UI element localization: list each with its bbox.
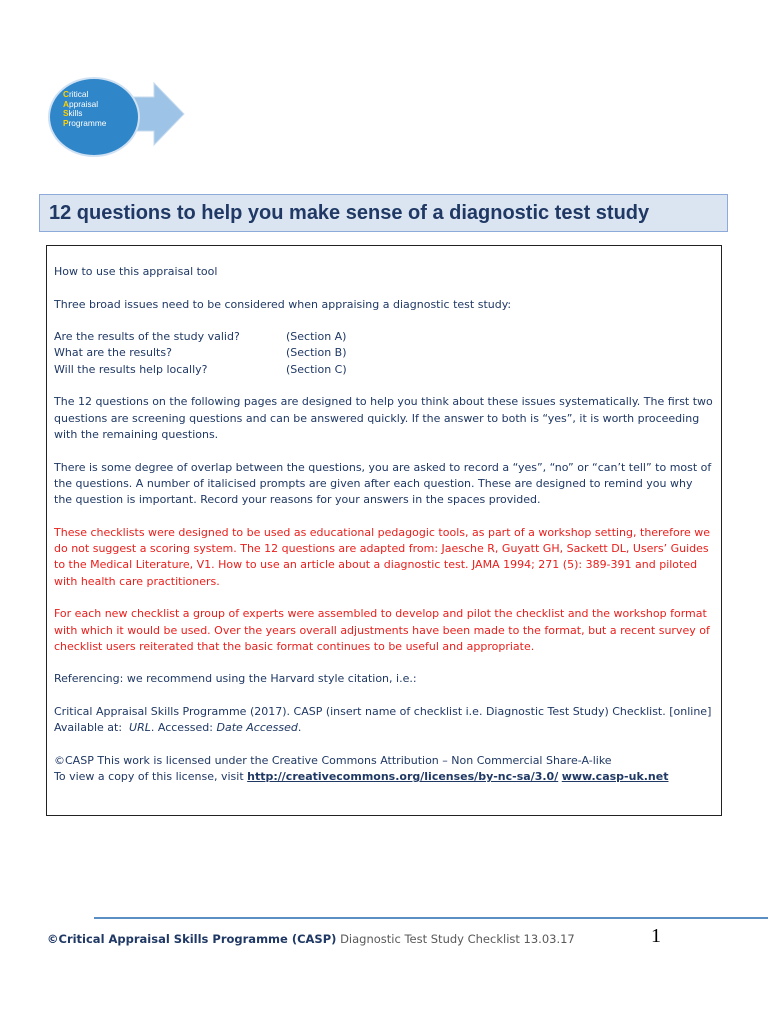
instructions-box [46, 245, 722, 816]
casp-website-link[interactable]: www.casp-uk.net [561, 770, 669, 784]
section-row: What are the results? (Section B) [54, 346, 347, 360]
title-banner [39, 194, 728, 232]
referencing-line: Referencing: we recommend using the Harvard style citation, i.e.: [54, 672, 417, 686]
section-row: Are the results of the study valid? (Section A) [54, 330, 347, 344]
paragraph-experts: For each new checklist a group of experts were assembled to develop and pilot the checklist and the workshop format with which it would be used. Over the years overall adjustments have been made to the format, but a recent survey of checklist users reiterated that the basic format continues to be useful and appropriate. [54, 607, 710, 653]
paragraph-questions: The 12 questions on the following pages are designed to help you think about these issues systematically. The first two questions are screening questions and can be answered quickly. If the answer to both is “yes”, it is worth proceeding with the remaining questions. [54, 395, 713, 441]
section-row: Will the results help locally? (Section C) [54, 362, 347, 376]
footer-divider [94, 917, 768, 919]
casp-logo [44, 76, 189, 156]
footer-org: ©Critical Appraisal Skills Programme (CASP) [47, 932, 337, 946]
intro-paragraph: Three broad issues need to be considered when appraising a diagnostic test study: [54, 297, 512, 311]
footer [47, 932, 575, 946]
citation: Critical Appraisal Skills Programme (2017). CASP (insert name of checklist i.e. Diagnostic Test Study) Checklist. [online] Available at: URL. Accessed: Date Accessed. [54, 705, 712, 735]
paragraph-pedagogic: These checklists were designed to be used as educational pedagogic tools, as part of a workshop setting, therefore we do not suggest a scoring system. The 12 questions are adapted from: Jaesche R, Guyatt GH, Sackett DL, Users’ Guides to the Medical Literature, V1. How to use an article about a diagnostic test. JAMA 1994; 271 (5): 389-391 and piloted with health care practitioners. [54, 525, 711, 588]
instructions-heading: How to use this appraisal tool [54, 265, 218, 278]
page-number: 1 [651, 925, 661, 947]
page-title: 12 questions to help you make sense of a diagnostic test study [49, 202, 650, 224]
license-notice: ©CASP This work is licensed under the Creative Commons Attribution – Non Commercial Share-A-like To view a copy of this license, visit http://creativecommons.org/licenses/by-nc-sa/3.0/ www.casp-uk.net [54, 753, 669, 784]
logo-wordmark: Critical Appraisal Skills Programme [63, 89, 107, 128]
section-list [54, 329, 713, 378]
footer-doc: Diagnostic Test Study Checklist 13.03.17 [340, 932, 575, 946]
creative-commons-link[interactable]: http://creativecommons.org/licenses/by-nc-sa/3.0/ [247, 770, 559, 784]
paragraph-overlap: There is some degree of overlap between the questions, you are asked to record a “yes”, “no” or “can’t tell” to most of the questions. A number of italicised prompts are given after each question. These are designed to remind you why the question is important. Record your reasons for your answers in the spaces provided. [54, 460, 712, 507]
